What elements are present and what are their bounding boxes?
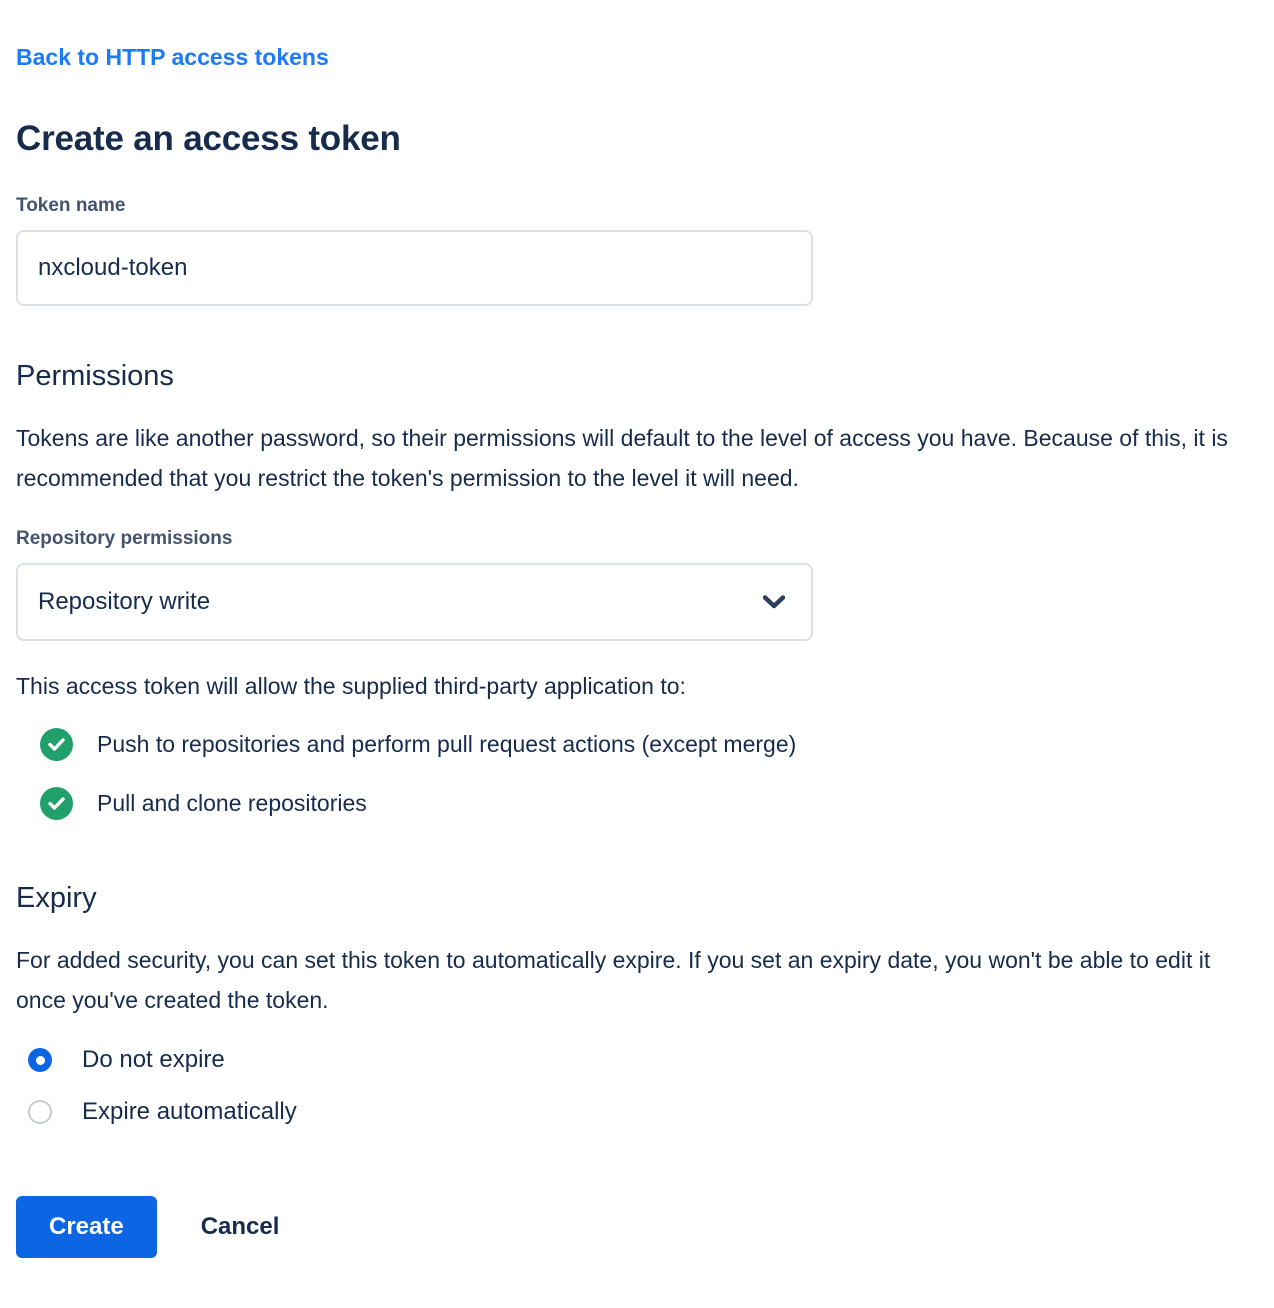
radio-expire-automatically[interactable] [28,1098,1258,1126]
radio-unselected-icon[interactable] [28,1100,52,1124]
permissions-description: Tokens are like another password, so their permissions will default to the level of access you have. Because of this, it is recommended that you restrict the token's permission to the level it will need. [16,425,1228,491]
repository-permissions-selected-value: Repository write [38,588,211,615]
capabilities-list [16,728,1258,820]
permissions-heading: Permissions [16,360,174,392]
token-name-input[interactable] [16,230,813,306]
repository-permissions-select[interactable] [16,563,813,641]
chevron-down-icon [763,595,785,609]
capability-item [40,787,1258,820]
form-actions [16,1196,1258,1258]
radio-selected-icon[interactable] [28,1048,52,1072]
radio-do-not-expire[interactable] [28,1046,1258,1074]
expiry-description: For added security, you can set this token to automatically expire. If you set an expiry date, you won't be able to edit it once you've created the token. [16,947,1211,1013]
token-name-field [16,195,1258,306]
back-link[interactable]: Back to HTTP access tokens [16,44,329,70]
radio-label: Expire automatically [82,1098,297,1125]
capability-item [40,728,1258,761]
create-button[interactable]: Create [16,1196,157,1258]
check-icon [40,787,73,820]
expiry-heading: Expiry [16,882,97,914]
cancel-button[interactable]: Cancel [200,1213,280,1240]
radio-label: Do not expire [82,1046,225,1073]
expiry-options [16,1046,1258,1126]
repository-permissions-label: Repository permissions [16,528,233,549]
capability-label: Pull and clone repositories [97,790,367,816]
page-title: Create an access token [16,119,401,158]
check-icon [40,728,73,761]
repository-permissions-field [16,528,1258,641]
allow-intro-text: This access token will allow the supplied third-party application to: [16,673,686,699]
token-name-label: Token name [16,195,126,216]
capability-label: Push to repositories and perform pull request actions (except merge) [97,731,797,757]
